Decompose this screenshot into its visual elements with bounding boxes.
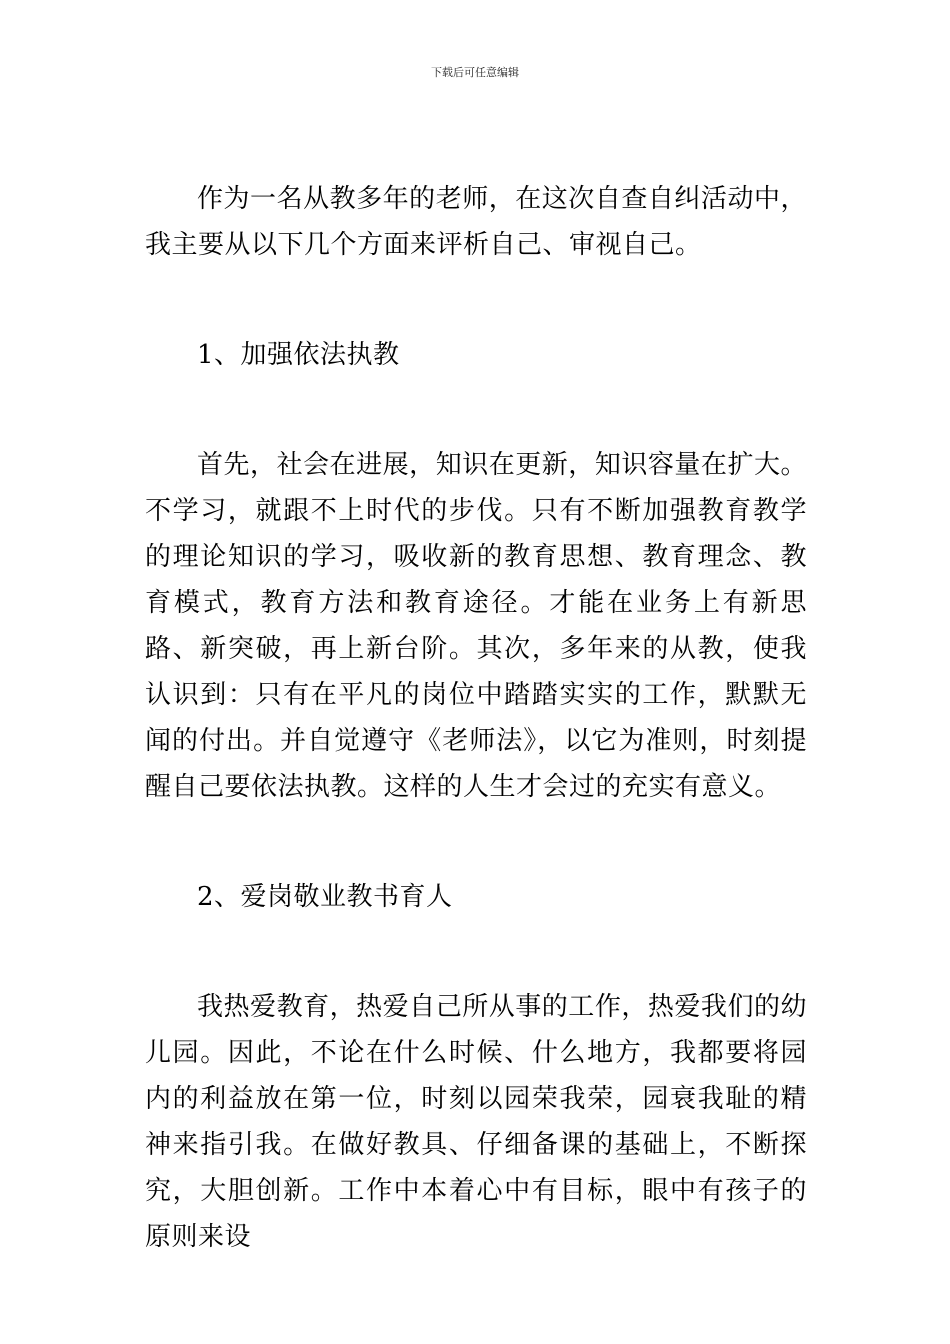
spacer (145, 920, 807, 984)
section-2-paragraph: 我热爱教育，热爱自己所从事的工作，热爱我们的幼儿园。因此，不论在什么时候、什么地方，我都要将园内的利益放在第一位，时刻以园荣我荣，园衰我耻的精神来指引我。在做好教具、仔细备课的基础上，不断探究，大胆创新。工作中本着心中有目标，眼中有孩子的原则来设 (145, 992, 807, 1252)
spacer (145, 378, 807, 442)
spacer (145, 268, 807, 332)
section-2-heading: 2、爱岗敬业教书育人 (197, 882, 453, 912)
section-1-paragraph: 首先，社会在进展，知识在更新，知识容量在扩大。不学习，就跟不上时代的步伐。只有不断加强教育教学的理论知识的学习，吸收新的教育思想、教育理念、教育模式，教育方法和教育途径。才能在业务上有新思路、新突破，再上新台阶。其次，多年来的从教，使我认识到：只有在平凡的岗位中踏踏实实的工作，默默无闻的付出。并自觉遵守《老师法》，以它为准则，时刻提醒自己要依法执教。这样的人生才会过的充实有意义。 (145, 450, 807, 802)
intro-paragraph: 作为一名从教多年的老师，在这次自查自纠活动中，我主要从以下几个方面来评析自己、审视自己。 (145, 184, 807, 260)
document-body (145, 176, 807, 1260)
page-header: 下载后可任意编辑 (431, 66, 519, 79)
section-1-heading: 1、加强依法执教 (197, 340, 400, 370)
spacer (145, 810, 807, 874)
